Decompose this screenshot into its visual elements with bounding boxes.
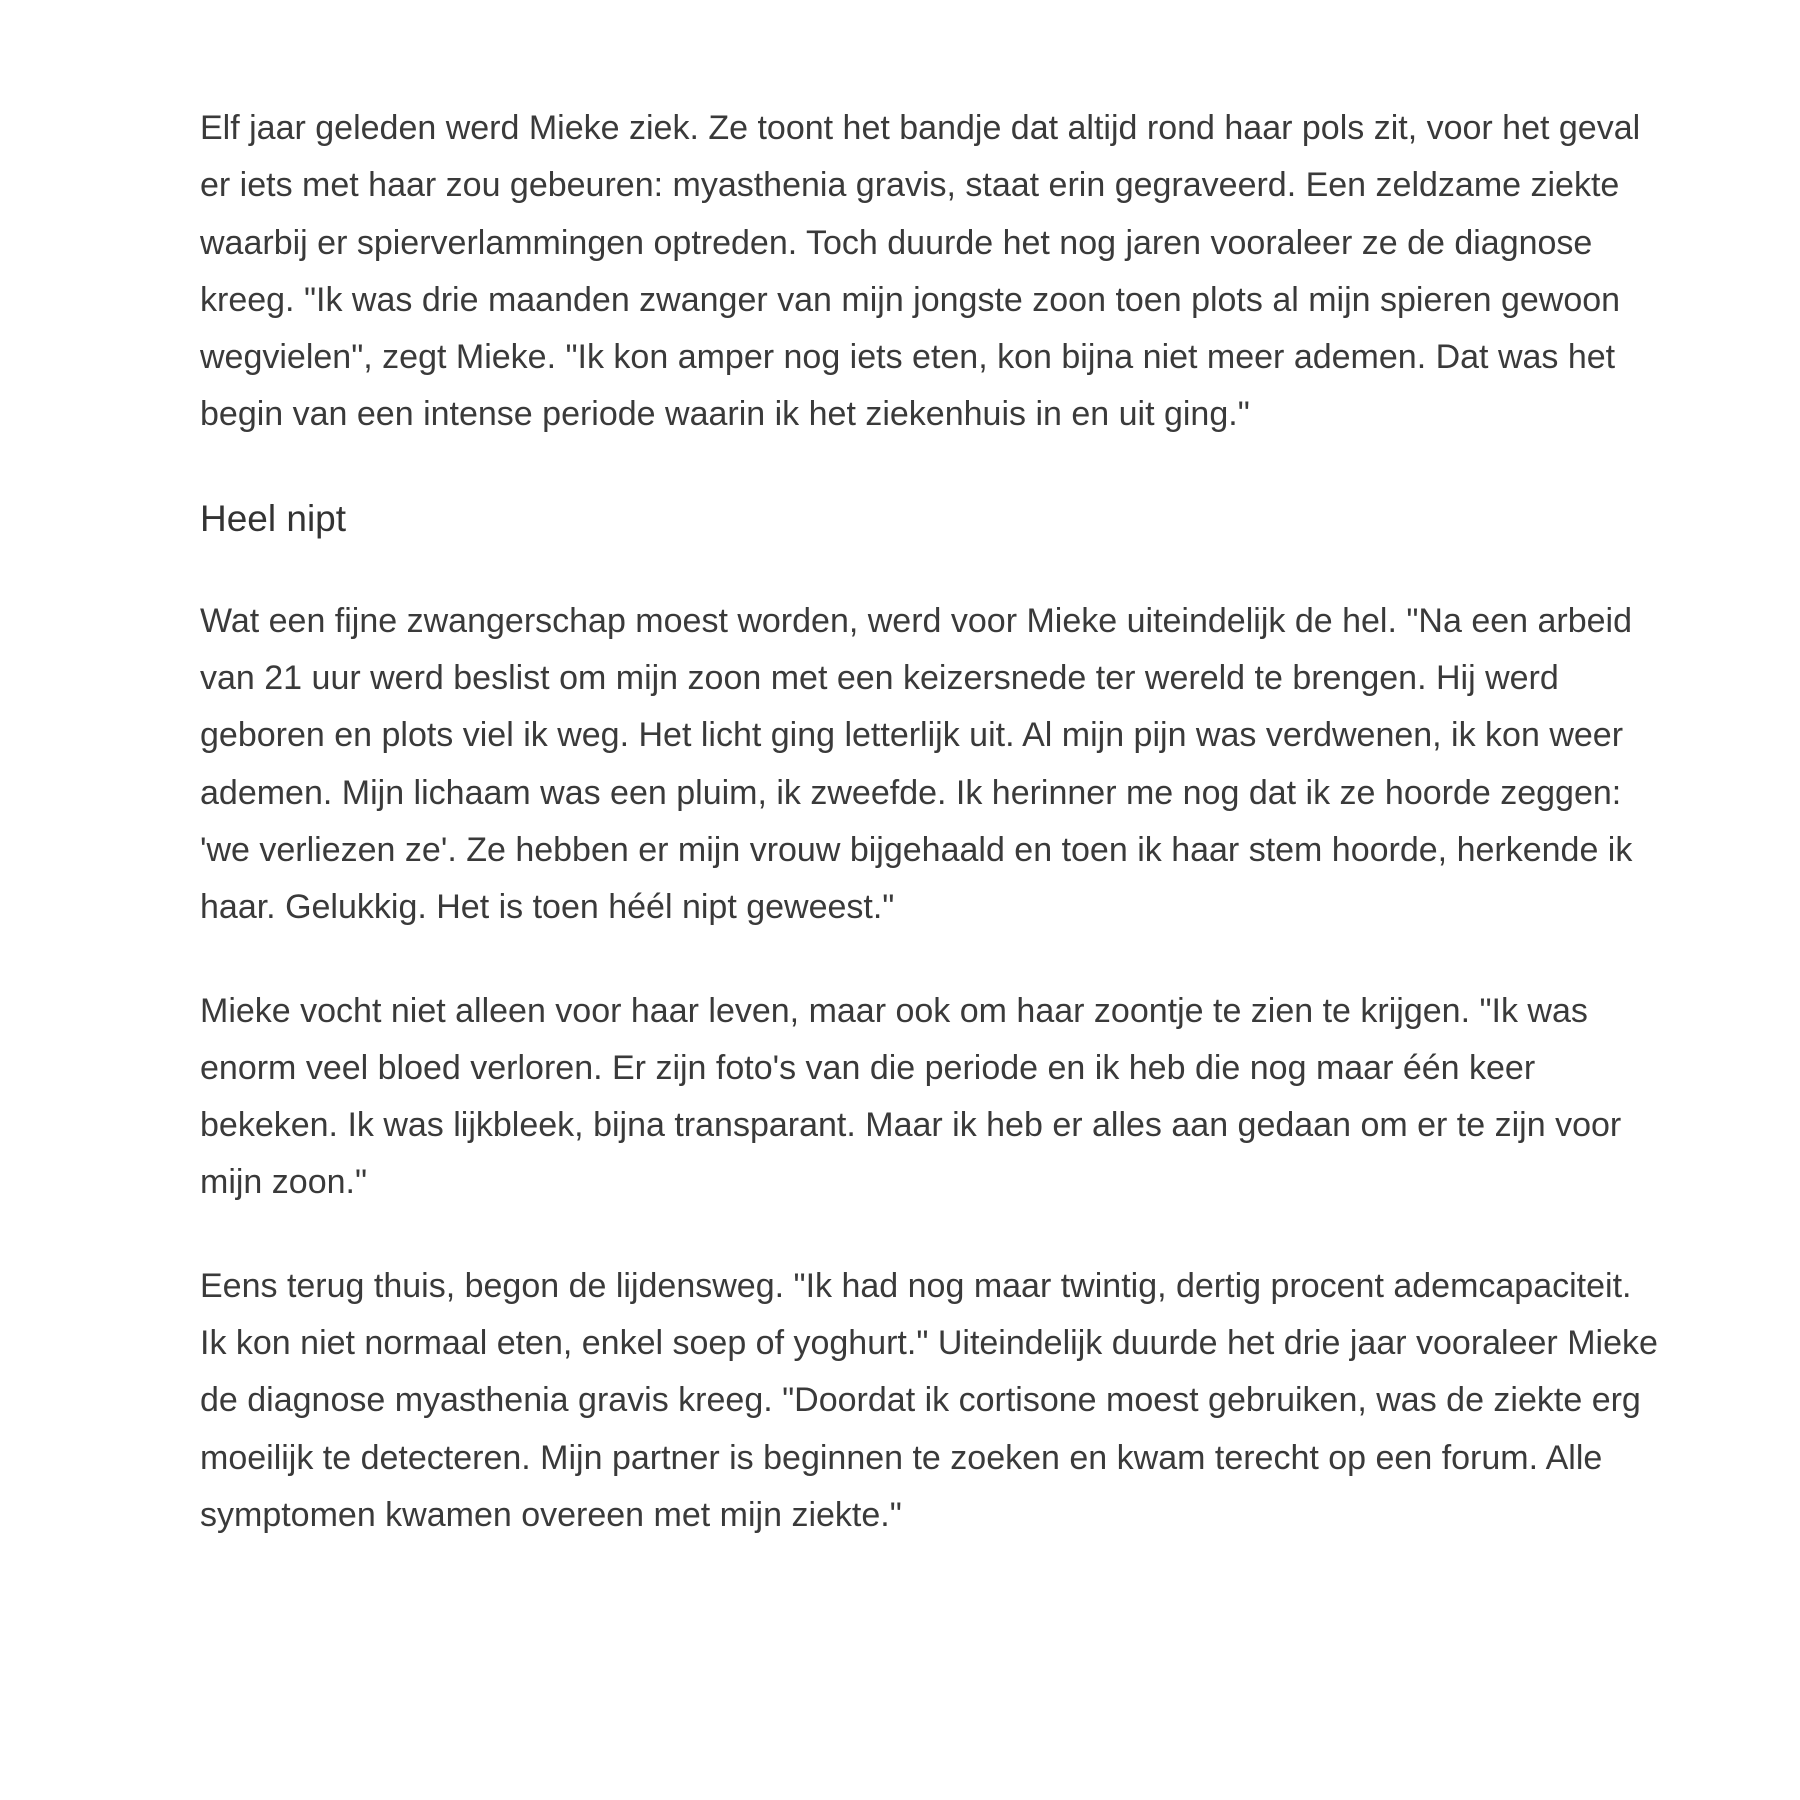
article-paragraph: Elf jaar geleden werd Mieke ziek. Ze toont het bandje dat altijd rond haar pols zit, voor het geval er iets met haar zou gebeuren: myasthenia gravis, staat erin gegraveerd. Een zeldzame ziekte waarbij er spierverlammingen optreden. Toch duurde het nog jaren vooraleer ze de diagnose kreeg. "Ik was drie maanden zwanger van mijn jongste zoon toen plots al mijn spieren gewoon wegvielen", zegt Mieke. "Ik kon amper nog iets eten, kon bijna niet meer ademen. Dat was het begin van een intense periode waarin ik het ziekenhuis in en uit ging.": [200, 109, 1641, 434]
article-body: [200, 100, 1660, 1544]
article-paragraph: Wat een fijne zwangerschap moest worden, werd voor Mieke uiteindelijk de hel. "Na een arbeid van 21 uur werd beslist om mijn zoon met een keizersnede ter wereld te brengen. Hij werd geboren en plots viel ik weg. Het licht ging letterlijk uit. Al mijn pijn was verdwenen, ik kon weer ademen. Mijn lichaam was een pluim, ik zweefde. Ik herinner me nog dat ik ze hoorde zeggen: 'we verliezen ze'. Ze hebben er mijn vrouw bijgehaald en toen ik haar stem hoorde, herkende ik haar. Gelukkig. Het is toen héél nipt geweest.": [200, 601, 1633, 927]
article-paragraph: Mieke vocht niet alleen voor haar leven, maar ook om haar zoontje te zien te krijgen. "Ik was enorm veel bloed verloren. Er zijn foto's van die periode en ik heb die nog maar één keer bekeken. Ik was lijkbleek, bijna transparant. Maar ik heb er alles aan gedaan om er te zijn voor mijn zoon.": [200, 991, 1622, 1202]
article-paragraph: Eens terug thuis, begon de lijdensweg. "Ik had nog maar twintig, dertig procent ademcapaciteit. Ik kon niet normaal eten, enkel soep of yoghurt." Uiteindelijk duurde het drie jaar vooraleer Mieke de diagnose myasthenia gravis kreeg. "Doordat ik cortisone moest gebruiken, was de ziekte erg moeilijk te detecteren. Mijn partner is beginnen te zoeken en kwam terecht op een forum. Alle symptomen kwamen overeen met mijn ziekte.": [200, 1266, 1658, 1534]
section-heading: Heel nipt: [200, 497, 347, 539]
